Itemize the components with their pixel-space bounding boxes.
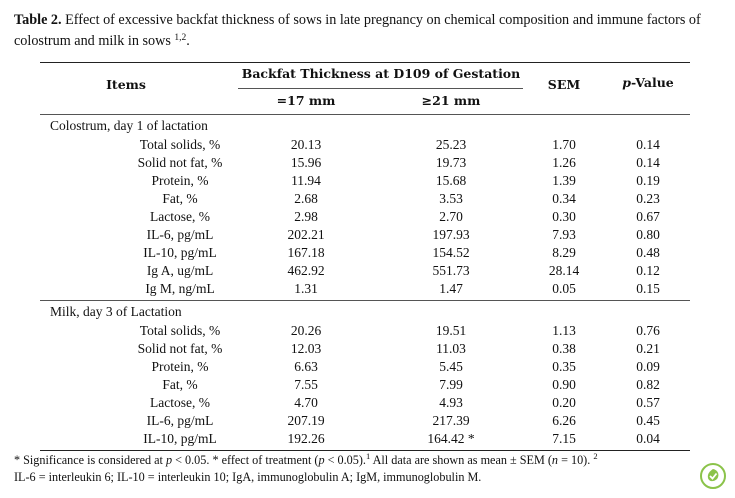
value-21mm-cell: 3.53 bbox=[439, 191, 463, 206]
sem-cell: 0.38 bbox=[552, 341, 576, 356]
item-cell: Protein, % bbox=[151, 359, 209, 374]
table-row bbox=[40, 430, 690, 448]
value-17mm-cell: 1.31 bbox=[294, 281, 318, 296]
item-cell: Protein, % bbox=[151, 173, 209, 188]
item-cell: IL-10, pg/mL bbox=[143, 431, 217, 446]
table-title: Effect of excessive backfat thickness of sows in late pregnancy on chemical composition and immune factors of colostrum and milk in sows bbox=[14, 12, 701, 49]
value-21mm-cell: 2.70 bbox=[439, 209, 463, 224]
value-21mm-cell: 1.47 bbox=[439, 281, 463, 296]
leaf-check-icon[interactable] bbox=[700, 463, 726, 489]
item-cell: IL-10, pg/mL bbox=[143, 245, 217, 260]
sem-cell: 7.93 bbox=[552, 227, 576, 242]
value-17mm-cell: 2.98 bbox=[294, 209, 318, 224]
p-value-cell: 0.14 bbox=[636, 137, 660, 152]
footnote-b: < 0.05. * effect of treatment ( bbox=[172, 453, 319, 467]
value-17mm-cell: 20.26 bbox=[290, 323, 322, 338]
table-row bbox=[40, 172, 690, 190]
header-items: Items bbox=[106, 77, 146, 92]
footnote-p2: p bbox=[318, 453, 325, 467]
footnote-n: n bbox=[551, 453, 559, 467]
sem-cell: 1.70 bbox=[552, 137, 576, 152]
caption-end: . bbox=[186, 33, 190, 49]
sem-cell: 7.15 bbox=[552, 431, 576, 446]
item-cell: Total solids, % bbox=[139, 137, 221, 152]
p-value-cell: 0.19 bbox=[636, 173, 660, 188]
value-17mm-cell: 20.13 bbox=[290, 137, 322, 152]
sem-cell: 1.13 bbox=[552, 323, 576, 338]
table-row bbox=[40, 394, 690, 412]
header-rule bbox=[40, 114, 690, 115]
p-value-cell: 0.80 bbox=[636, 227, 660, 242]
table-row bbox=[40, 376, 690, 394]
value-21mm-cell: 15.68 bbox=[435, 173, 467, 188]
value-17mm-cell: 11.94 bbox=[291, 173, 321, 188]
value-21mm-cell: 164.42 * bbox=[427, 431, 475, 446]
p-value-cell: 0.67 bbox=[636, 209, 660, 224]
value-21mm-cell: 4.93 bbox=[439, 395, 463, 410]
value-17mm-cell: 207.19 bbox=[287, 413, 325, 428]
value-17mm-cell: 15.96 bbox=[290, 155, 322, 170]
item-cell: IL-6, pg/mL bbox=[146, 227, 214, 242]
p-value-cell: 0.48 bbox=[636, 245, 660, 260]
sem-cell: 1.39 bbox=[552, 173, 576, 188]
value-17mm-cell: 6.63 bbox=[294, 359, 318, 374]
section-title: Colostrum, day 1 of lactation bbox=[50, 118, 208, 133]
table-row bbox=[40, 226, 690, 244]
value-21mm-cell: 11.03 bbox=[436, 341, 466, 356]
value-17mm-cell: 462.92 bbox=[287, 263, 325, 278]
value-17mm-cell: 4.70 bbox=[294, 395, 318, 410]
caption-superscript: 1,2 bbox=[174, 33, 187, 43]
value-17mm-cell: 2.68 bbox=[294, 191, 318, 206]
value-21mm-cell: 19.51 bbox=[435, 323, 467, 338]
item-cell: Total solids, % bbox=[139, 323, 221, 338]
table-label: Table 2. bbox=[14, 12, 62, 28]
table-row bbox=[40, 208, 690, 226]
section-divider bbox=[40, 300, 690, 301]
table-row bbox=[40, 280, 690, 298]
group-rule bbox=[238, 88, 523, 89]
sem-cell: 8.29 bbox=[552, 245, 576, 260]
p-value-cell: 0.09 bbox=[636, 359, 660, 374]
sem-cell: 0.90 bbox=[552, 377, 576, 392]
p-value-cell: 0.57 bbox=[636, 395, 660, 410]
value-17mm-cell: 202.21 bbox=[287, 227, 325, 242]
sem-cell: 0.20 bbox=[552, 395, 576, 410]
table-footnote bbox=[14, 452, 726, 486]
sem-cell: 0.30 bbox=[552, 209, 576, 224]
value-21mm-cell: 217.39 bbox=[432, 413, 470, 428]
item-cell: Fat, % bbox=[162, 377, 198, 392]
footnote-d: All data are shown as mean ± SEM ( bbox=[370, 453, 552, 467]
p-italic: p bbox=[622, 75, 632, 90]
table-row bbox=[40, 244, 690, 262]
value-17mm-cell: 12.03 bbox=[290, 341, 322, 356]
p-value-cell: 0.82 bbox=[636, 377, 660, 392]
value-17mm-cell: 167.18 bbox=[287, 245, 325, 260]
table-row bbox=[40, 412, 690, 430]
item-cell: Ig M, ng/mL bbox=[145, 281, 215, 296]
footnote-sup2: 2 bbox=[593, 451, 598, 461]
table-row bbox=[40, 322, 690, 340]
value-21mm-cell: 154.52 bbox=[432, 245, 470, 260]
sem-cell: 0.05 bbox=[552, 281, 576, 296]
header-col2: ≥21 mm bbox=[421, 93, 481, 108]
item-cell: Solid not fat, % bbox=[137, 341, 223, 356]
sem-cell: 1.26 bbox=[552, 155, 576, 170]
sem-cell: 0.34 bbox=[552, 191, 576, 206]
item-cell: Fat, % bbox=[162, 191, 198, 206]
p-rest: -Value bbox=[631, 75, 674, 90]
table-row bbox=[40, 262, 690, 280]
p-value-cell: 0.12 bbox=[636, 263, 660, 278]
sem-cell: 28.14 bbox=[548, 263, 580, 278]
value-21mm-cell: 7.99 bbox=[439, 377, 463, 392]
header-p-value bbox=[622, 75, 673, 90]
header-col1: =17 mm bbox=[276, 93, 336, 108]
p-value-cell: 0.45 bbox=[636, 413, 660, 428]
footnote-e: = 10). bbox=[558, 453, 591, 467]
footnote-sup1: 1 bbox=[365, 451, 371, 461]
footnote-abbrev: IL-6 = interleukin 6; IL-10 = interleukin 10; IgA, immunoglobulin A; IgM, immunoglobulin M. bbox=[14, 470, 482, 484]
table-row bbox=[40, 154, 690, 172]
footnote-a: * Significance is considered at bbox=[14, 453, 166, 467]
item-cell: Lactose, % bbox=[150, 395, 210, 410]
sem-cell: 0.35 bbox=[552, 359, 576, 374]
sem-cell: 6.26 bbox=[552, 413, 576, 428]
p-value-cell: 0.04 bbox=[636, 431, 660, 446]
value-17mm-cell: 7.55 bbox=[294, 377, 318, 392]
table-row bbox=[40, 190, 690, 208]
item-cell: IL-6, pg/mL bbox=[146, 413, 214, 428]
p-value-cell: 0.76 bbox=[636, 323, 660, 338]
item-cell: Ig A, ug/mL bbox=[146, 263, 214, 278]
top-rule bbox=[40, 62, 690, 63]
p-value-cell: 0.14 bbox=[636, 155, 660, 170]
value-21mm-cell: 551.73 bbox=[432, 263, 470, 278]
p-value-cell: 0.15 bbox=[636, 281, 660, 296]
p-value-cell: 0.21 bbox=[636, 341, 660, 356]
table-row bbox=[40, 136, 690, 154]
value-21mm-cell: 25.23 bbox=[435, 137, 467, 152]
header-sem: SEM bbox=[547, 77, 581, 92]
item-cell: Solid not fat, % bbox=[137, 155, 223, 170]
table-caption bbox=[14, 10, 719, 52]
section-title: Milk, day 3 of Lactation bbox=[50, 304, 182, 319]
footnote-c: < 0.05). bbox=[324, 453, 366, 467]
value-17mm-cell: 192.26 bbox=[287, 431, 325, 446]
value-21mm-cell: 19.73 bbox=[435, 155, 467, 170]
table-row bbox=[40, 358, 690, 376]
header-group: Backfat Thickness at D109 of Gestation bbox=[241, 66, 521, 81]
item-cell: Lactose, % bbox=[150, 209, 210, 224]
value-21mm-cell: 197.93 bbox=[432, 227, 470, 242]
value-21mm-cell: 5.45 bbox=[439, 359, 463, 374]
p-value-cell: 0.23 bbox=[636, 191, 660, 206]
footnote-p1: p bbox=[165, 453, 173, 467]
table-row bbox=[40, 340, 690, 358]
